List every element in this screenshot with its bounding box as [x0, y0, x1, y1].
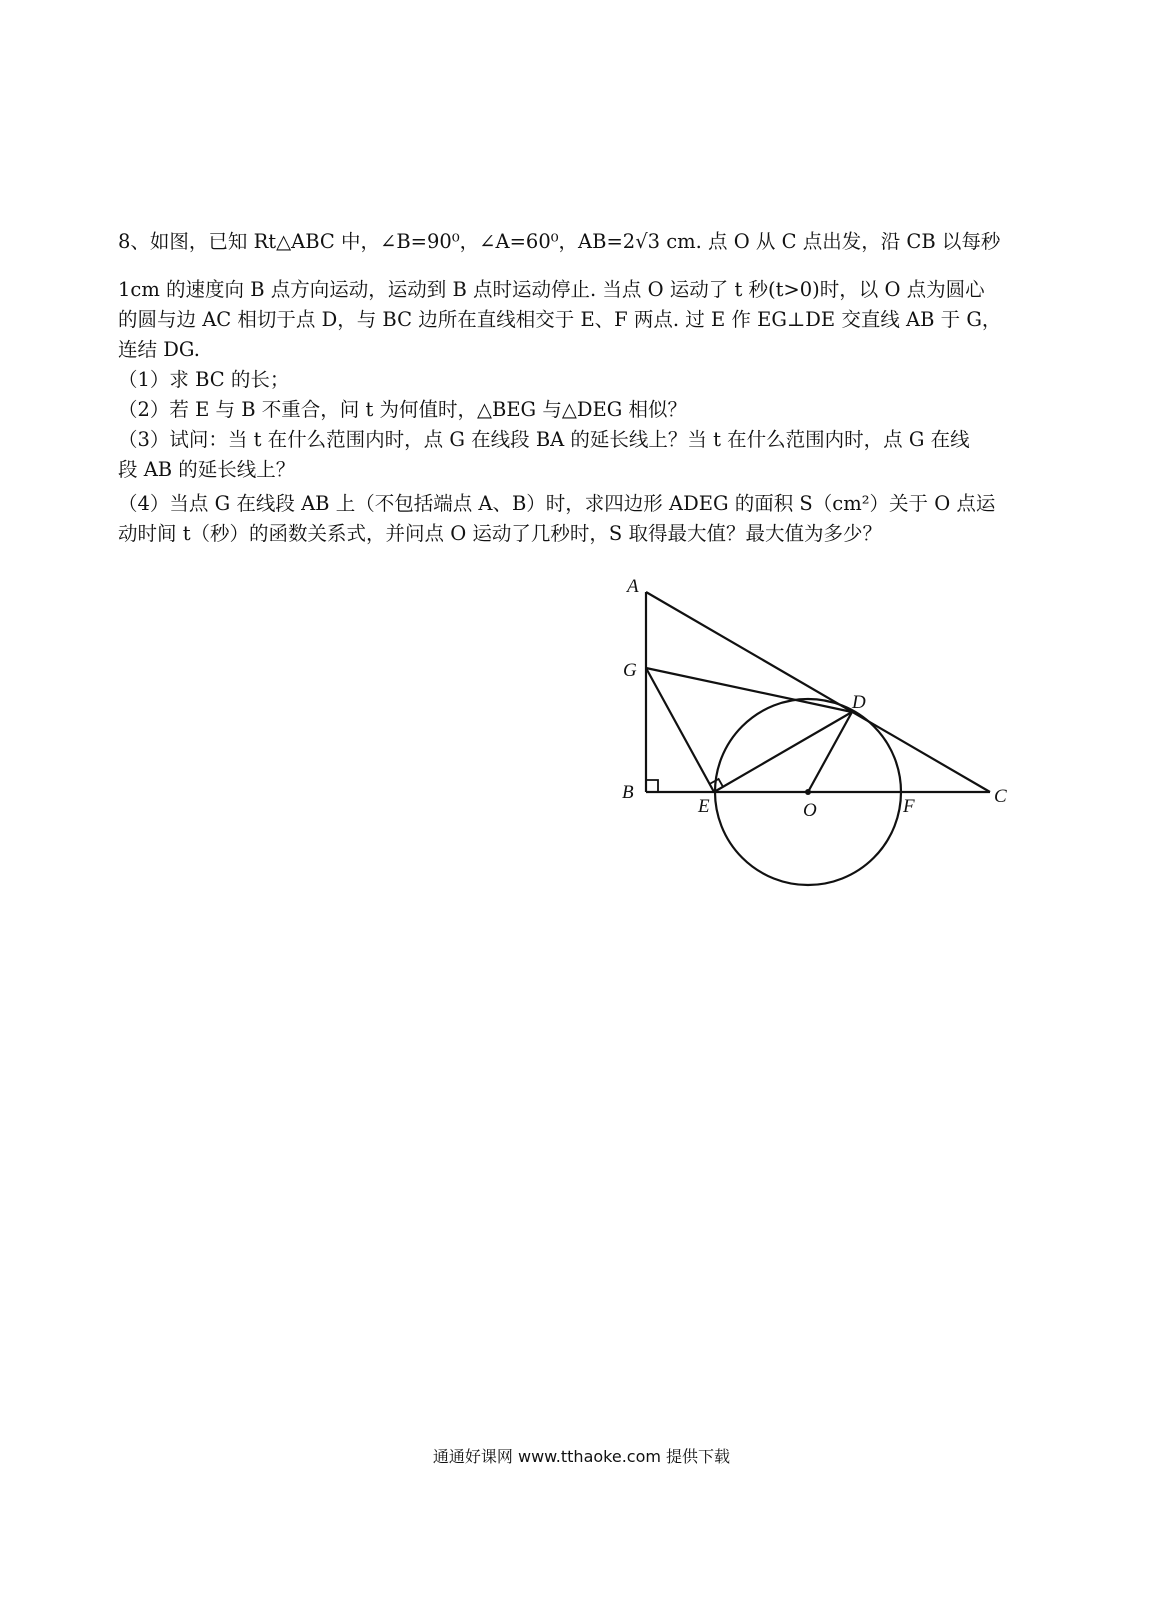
problem-line-3: 的圆与边 AC 相切于点 D，与 BC 边所在直线相交于 E、F 两点. 过 E 作 EG⊥DE 交直线 AB 于 G，	[118, 308, 1002, 331]
right-angle-mark-b	[646, 780, 658, 792]
label-g: G	[623, 660, 637, 681]
question-3-line-1: （3）试问：当 t 在什么范围内时，点 G 在线段 BA 的延长线上？当 t 在什么范围内时，点 G 在线	[118, 428, 970, 451]
label-f: F	[903, 796, 915, 817]
problem-line-2: 1cm 的速度向 B 点方向运动，运动到 B 点时运动停止. 当点 O 运动了 t 秒(t>0)时，以 O 点为圆心	[118, 278, 985, 301]
figure-svg	[610, 570, 1040, 900]
segment-gd	[646, 668, 852, 712]
segment-ed	[714, 712, 852, 792]
label-a: A	[627, 576, 639, 597]
label-c: C	[994, 786, 1007, 807]
center-dot-o	[805, 789, 811, 795]
question-3-line-2: 段 AB 的延长线上？	[118, 458, 296, 481]
geometry-figure	[610, 570, 1040, 904]
label-e: E	[698, 796, 710, 817]
question-4-line-2: 动时间 t（秒）的函数关系式，并问点 O 运动了几秒时，S 取得最大值？最大值为多少？	[118, 522, 882, 545]
question-1: （1）求 BC 的长；	[118, 368, 290, 391]
question-2: （2）若 E 与 B 不重合，问 t 为何值时，△BEG 与△DEG 相似？	[118, 398, 687, 421]
label-o: O	[803, 800, 817, 821]
segment-ge	[646, 668, 714, 792]
problem-line-4: 连结 DG.	[118, 338, 200, 361]
label-b: B	[622, 782, 634, 803]
problem-line-1: 8、如图，已知 Rt△ABC 中，∠B=90⁰，∠A=60⁰，AB=2√3 cm. 点 O 从 C 点出发，沿 CB 以每秒	[118, 230, 1001, 253]
label-d: D	[852, 692, 866, 713]
footer-source: 通通好课网 www.tthaoke.com 提供下载	[432, 1447, 731, 1466]
question-4-line-1: （4）当点 G 在线段 AB 上（不包括端点 A、B）时，求四边形 ADEG 的面积 S（cm²）关于 O 点运	[118, 492, 996, 515]
